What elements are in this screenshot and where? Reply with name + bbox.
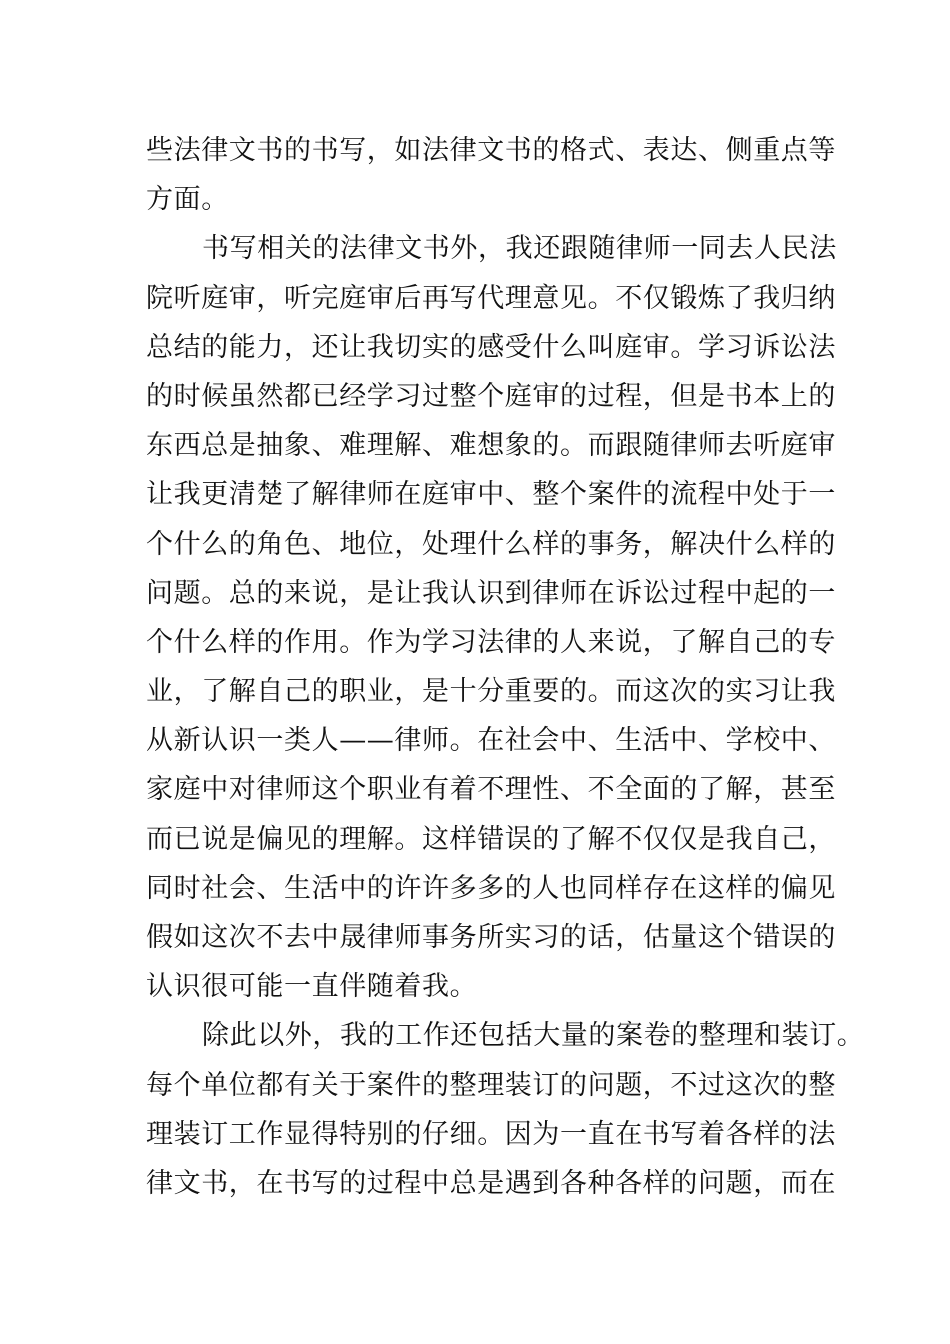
text-line: 假如这次不去中晟律师事务所实习的话，估量这个错误的 [146,922,836,953]
text-line: 些法律文书的书写，如法律文书的格式、表达、侧重点等 [146,135,836,166]
text-line: 个什么的角色、地位，处理什么样的事务，解决什么样的 [146,528,836,560]
text-line: 律文书，在书写的过程中总是遇到各种各样的问题，而在 [146,1167,836,1199]
body-text [146,126,866,1208]
text-line: 认识很可能一直伴随着我。 [146,971,478,1003]
text-line: 问题。总的来说，是让我认识到律师在诉讼过程中起的一 [146,577,836,609]
text-line: 总结的能力，还让我切实的感受什么叫庭审。学习诉讼法 [146,331,836,363]
paragraph-start-line: 书写相关的法律文书外，我还跟随律师一同去人民法 [202,233,837,265]
text-line: 方面。 [146,184,229,216]
text-line: 从新认识一类人——律师。在社会中、生活中、学校中、 [146,725,836,757]
text-line: 家庭中对律师这个职业有着不理性、不全面的了解，甚至 [146,774,836,806]
text-line: 同时社会、生活中的许许多多的人也同样存在这样的偏见 [146,872,836,904]
text-line: 东西总是抽象、难理解、难想象的。而跟随律师去听庭审 [146,430,836,462]
text-line: 每个单位都有关于案件的整理装订的问题，不过这次的整 [146,1069,836,1101]
paragraph-start-line: 除此以外，我的工作还包括大量的案卷的整理和装订。 [202,1020,865,1052]
text-line: 的时候虽然都已经学习过整个庭审的过程，但是书本上的 [146,380,836,412]
text-line: 个什么样的作用。作为学习法律的人来说，了解自己的专 [146,626,836,658]
text-line: 让我更清楚了解律师在庭审中、整个案件的流程中处于一 [146,479,836,511]
text-line: 而已说是偏见的理解。这样错误的了解不仅仅是我自己， [146,823,836,855]
text-line: 理装订工作显得特别的仔细。因为一直在书写着各样的法 [146,1118,836,1150]
text-line: 院听庭审，听完庭审后再写代理意见。不仅锻炼了我归纳 [146,282,836,314]
text-line: 业，了解自己的职业，是十分重要的。而这次的实习让我 [146,676,836,708]
